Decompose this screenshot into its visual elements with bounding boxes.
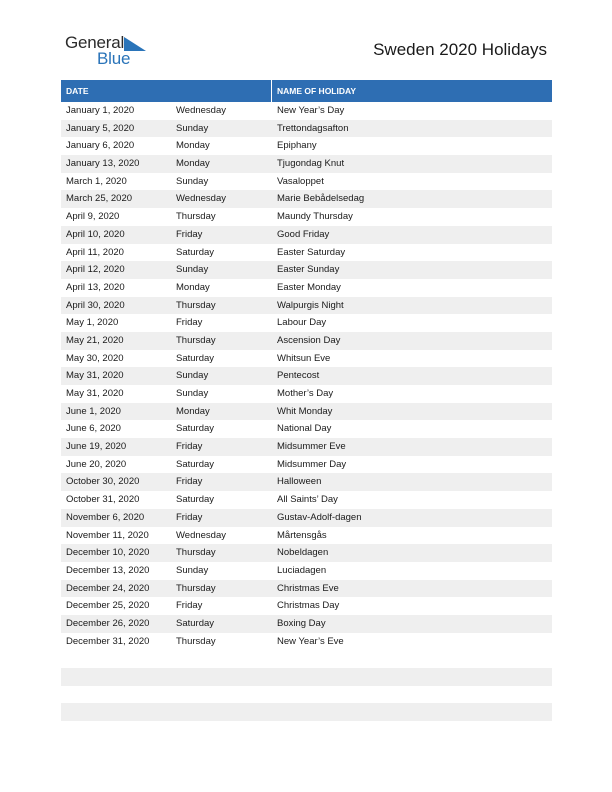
table-row [61,562,552,580]
blank-row [61,686,552,704]
table-row [61,597,552,615]
holiday-weekday: Friday [176,476,203,488]
table-row [61,279,552,297]
holiday-date: March 1, 2020 [66,175,127,187]
holiday-date: January 6, 2020 [66,140,135,152]
holiday-name: Christmas Eve [277,582,339,594]
table-row [61,314,552,332]
holiday-date: January 13, 2020 [66,158,140,170]
holiday-weekday: Monday [176,140,210,152]
holiday-date: December 24, 2020 [66,582,150,594]
table-row [61,420,552,438]
holiday-name: All Saints’ Day [277,494,338,506]
holiday-name: Easter Monday [277,281,341,293]
holiday-date: January 1, 2020 [66,105,135,116]
holiday-name: Walpurgis Night [277,299,344,311]
logo-text-general: General [65,33,125,52]
holiday-weekday: Sunday [176,122,209,134]
blank-row [61,703,552,721]
holiday-date: January 5, 2020 [66,122,135,134]
holiday-weekday: Thursday [176,211,216,223]
holiday-date: May 31, 2020 [66,370,124,382]
header-divider [271,80,272,102]
holiday-name: Vasaloppet [277,175,324,187]
header-date: DATE [66,86,89,96]
holiday-date: June 6, 2020 [66,423,121,435]
holiday-name: Easter Sunday [277,264,340,276]
holiday-name: Trettondagsafton [277,122,349,134]
holiday-weekday: Sunday [176,370,209,382]
holiday-weekday: Friday [176,600,203,612]
table-header [61,80,552,102]
holiday-weekday: Sunday [176,388,209,399]
holiday-name: Mother’s Day [277,388,334,399]
holiday-weekday: Wednesday [176,105,226,116]
holiday-weekday: Wednesday [176,193,226,205]
holiday-weekday: Sunday [176,264,209,276]
holiday-name: Luciadagen [277,564,327,576]
table-row [61,244,552,262]
holiday-date: December 13, 2020 [66,564,150,576]
holiday-name: National Day [277,423,332,435]
holiday-name: Christmas Day [277,600,340,612]
holiday-weekday: Thursday [176,334,216,346]
table-row [61,173,552,191]
table-row [61,102,552,120]
header-holiday-name: NAME OF HOLIDAY [277,86,357,96]
holiday-weekday: Friday [176,317,203,329]
holiday-weekday: Thursday [176,299,216,311]
table-row [61,633,552,651]
holiday-name: Good Friday [277,228,330,240]
table-row [61,438,552,456]
holiday-name: Whitsun Eve [277,352,331,364]
holiday-name: Ascension Day [277,334,341,346]
holiday-date: April 9, 2020 [66,211,120,223]
table-row [61,544,552,562]
holiday-weekday: Wednesday [176,529,226,541]
holiday-date: June 20, 2020 [66,458,127,470]
holiday-date: June 19, 2020 [66,441,127,453]
table-row [61,615,552,633]
holiday-date: April 11, 2020 [66,246,124,258]
table-row [61,297,552,315]
holiday-weekday: Saturday [176,494,215,506]
holiday-name: Midsummer Day [277,458,347,470]
holiday-name: Pentecost [277,370,320,382]
table-row [61,367,552,385]
holiday-date: May 31, 2020 [66,388,124,399]
holiday-weekday: Friday [176,441,203,453]
holiday-date: November 11, 2020 [66,529,149,541]
holiday-weekday: Saturday [176,617,215,629]
blank-row [61,650,552,668]
holiday-name: Easter Saturday [277,246,346,258]
holiday-date: May 1, 2020 [66,317,119,329]
holiday-date: December 26, 2020 [66,617,150,629]
holiday-date: October 30, 2020 [66,476,140,488]
table-row [61,226,552,244]
holiday-weekday: Friday [176,228,203,240]
holiday-date: May 30, 2020 [66,352,124,364]
holiday-date: December 31, 2020 [66,635,150,647]
holiday-name: Gustav-Adolf-dagen [277,511,362,523]
table-row [61,190,552,208]
table-row [61,509,552,527]
holiday-name: Boxing Day [277,617,326,629]
holiday-weekday: Saturday [176,423,215,435]
table-row [61,120,552,138]
holiday-name: New Year’s Eve [277,635,344,647]
holiday-weekday: Monday [176,281,210,293]
table-body [61,102,552,650]
holiday-date: December 25, 2020 [66,600,150,612]
holiday-name: Halloween [277,476,322,488]
holiday-date: April 10, 2020 [66,228,125,240]
holiday-date: October 31, 2020 [66,494,140,506]
holiday-name: Marie Bebådelsedag [277,193,365,205]
table-row [61,580,552,598]
table-row [61,527,552,545]
generalblue-logo [65,33,155,69]
holiday-weekday: Thursday [176,635,216,647]
holiday-weekday: Saturday [176,352,215,364]
holiday-name: Tjugondag Knut [277,158,345,170]
holiday-date: December 10, 2020 [66,547,150,559]
table-row [61,491,552,509]
table-row [61,137,552,155]
holiday-weekday: Saturday [176,458,215,470]
holiday-weekday: Sunday [176,175,209,187]
holiday-date: April 30, 2020 [66,299,125,311]
table-row [61,456,552,474]
table-row [61,332,552,350]
holiday-weekday: Friday [176,511,203,523]
table-row [61,350,552,368]
holiday-weekday: Thursday [176,547,216,559]
holiday-name: Midsummer Eve [277,441,346,453]
holiday-date: April 13, 2020 [66,281,125,293]
holiday-weekday: Thursday [176,582,216,594]
table-row [61,473,552,491]
table-row [61,261,552,279]
holiday-weekday: Saturday [176,246,215,258]
holiday-name: Nobeldagen [277,547,329,559]
holiday-date: April 12, 2020 [66,264,125,276]
holiday-date: November 6, 2020 [66,511,145,523]
holiday-name: New Year’s Day [277,105,345,116]
holiday-weekday: Monday [176,158,210,170]
holiday-name: Mårtensgås [277,529,327,541]
holiday-name: Labour Day [277,317,327,329]
holiday-date: March 25, 2020 [66,193,133,205]
table-row [61,155,552,173]
table-row [61,403,552,421]
holiday-date: May 21, 2020 [66,334,124,346]
holiday-weekday: Monday [176,405,210,417]
table-row [61,385,552,403]
table-row [61,208,552,226]
holiday-name: Epiphany [277,140,317,152]
holiday-table [61,80,552,721]
logo-text-blue: Blue [97,49,131,68]
holiday-name: Maundy Thursday [277,211,353,223]
holiday-weekday: Sunday [176,564,209,576]
holiday-date: June 1, 2020 [66,405,121,417]
holiday-name: Whit Monday [277,405,333,417]
page-title: Sweden 2020 Holidays [373,40,547,59]
blank-row [61,668,552,686]
